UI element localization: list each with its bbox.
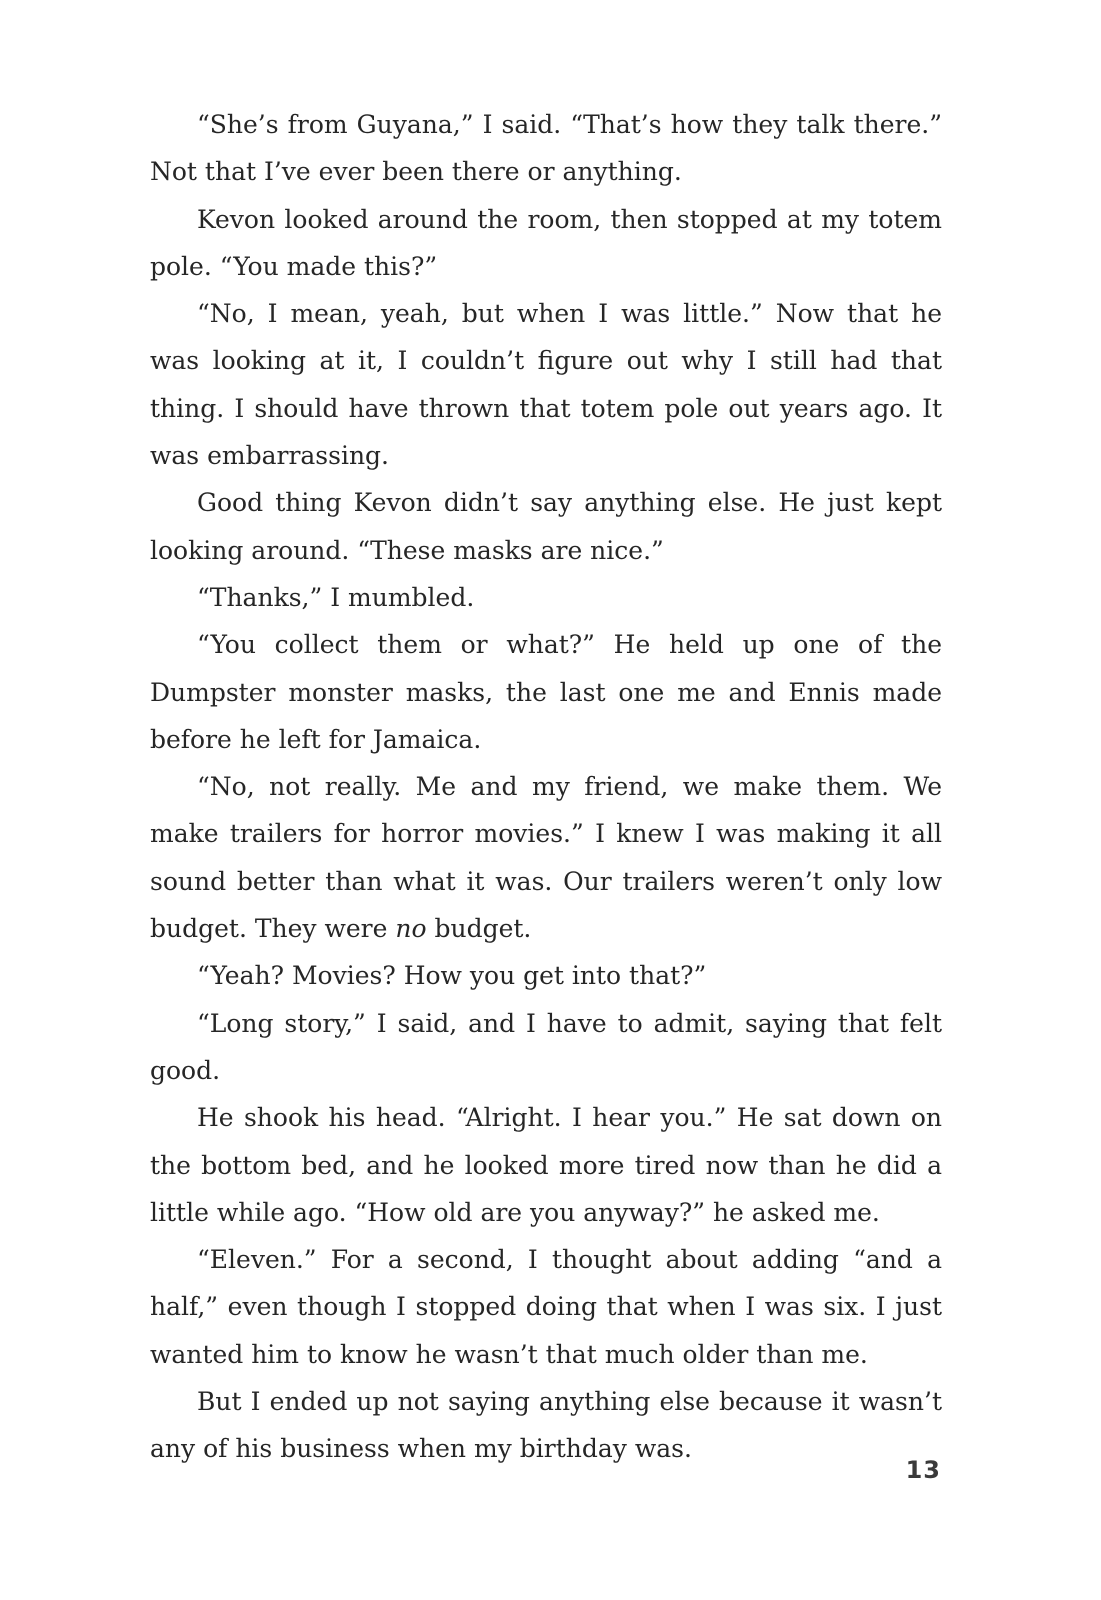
page-number: 13: [905, 1456, 941, 1484]
paragraph: “Long story,” I said, and I have to admit, saying that felt good.: [150, 1008, 942, 1085]
paragraph: But I ended up not saying anything else because it wasn’t any of his business when my birthday was.: [150, 1387, 942, 1464]
body-text: [150, 101, 942, 1473]
paragraph: “Eleven.” For a second, I thought about adding “and a half,” even though I stopped doing that when I was six. I just wanted him to know he wasn’t that much older than me.: [150, 1245, 942, 1369]
paragraph: Kevon looked around the room, then stopped at my totem pole. “You made this?”: [150, 204, 942, 281]
paragraph: He shook his head. “Alright. I hear you.” He sat down on the bottom bed, and he looked more tired now than he did a little while ago. “How old are you anyway?” he asked me.: [150, 1103, 942, 1227]
paragraph: Good thing Kevon didn’t say anything else. He just kept looking around. “These masks are nice.”: [150, 488, 942, 565]
paragraph: “You collect them or what?” He held up one of the Dumpster monster masks, the last one me and Ennis made before he left for Jamaica.: [150, 630, 942, 754]
emphasis-text: no: [395, 914, 427, 944]
paragraph-text: “No, not really. Me and my friend, we make them. We make trailers for horror movies.” I knew I was making it all sound better than what it was. Our trailers weren’t only low budget. They were: [150, 772, 942, 944]
paragraph-text: budget.: [426, 914, 532, 944]
paragraph: “She’s from Guyana,” I said. “That’s how they talk there.” Not that I’ve ever been there or anything.: [150, 110, 942, 187]
paragraph: “No, I mean, yeah, but when I was little.” Now that he was looking at it, I couldn’t figure out why I still had that thing. I should have thrown that totem pole out years ago. It was embarrassing.: [150, 299, 942, 471]
paragraph: “Yeah? Movies? How you get into that?”: [197, 961, 707, 991]
paragraph: “Thanks,” I mumbled.: [197, 582, 475, 612]
paragraph: [150, 763, 942, 952]
